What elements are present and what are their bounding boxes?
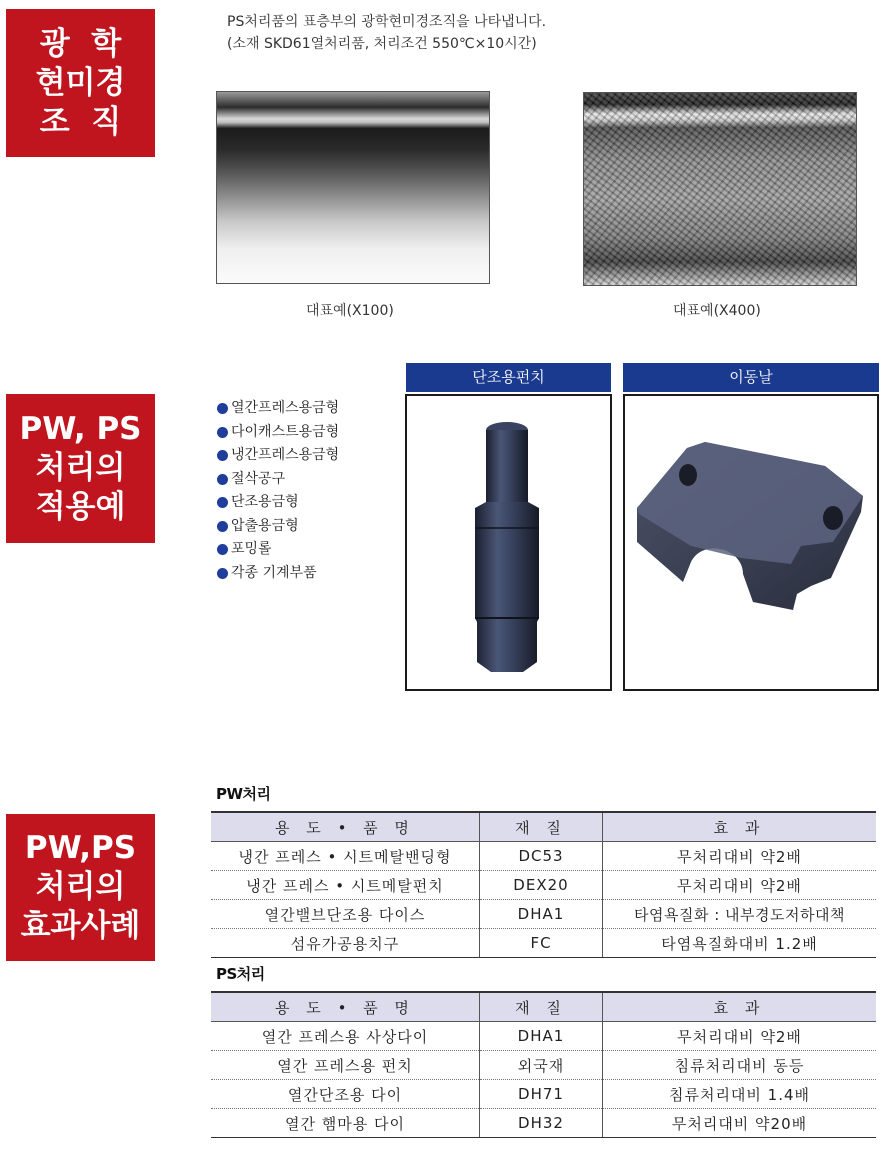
column-header: 효 과	[603, 992, 877, 1022]
bullet-icon	[217, 521, 228, 532]
table-header-row	[211, 812, 876, 842]
table-cell: 타염욕질화 : 내부경도저하대책	[603, 900, 877, 929]
section-label-effects	[6, 814, 155, 961]
micrograph-x400-image	[583, 92, 857, 286]
forging-punch-photo	[405, 394, 612, 691]
list-item	[217, 562, 339, 586]
bullet-icon	[217, 450, 228, 461]
list-item	[217, 421, 339, 445]
bullet-icon	[217, 474, 228, 485]
list-item	[217, 491, 339, 515]
table-row	[211, 1022, 876, 1051]
table-row	[211, 871, 876, 900]
bullet-icon	[217, 544, 228, 555]
column-header: 재 질	[480, 812, 603, 842]
list-item-label: 압출용금형	[231, 517, 299, 534]
label-line: 효과사례	[20, 908, 141, 944]
table-cell: 열간밸브단조용 다이스	[211, 900, 480, 929]
table-cell: 침류처리대비 동등	[603, 1051, 877, 1080]
column-header: 용 도 • 품 명	[211, 812, 480, 842]
table-cell: 외국재	[480, 1051, 603, 1080]
label-line: 광 학	[39, 25, 122, 62]
table-cell: 열간단조용 다이	[211, 1080, 480, 1109]
label-line: 적용예	[35, 489, 126, 525]
pw-effects-table	[211, 811, 876, 958]
moving-blade-icon	[625, 396, 877, 689]
table-cell: 냉간 프레스 • 시트메탈밴딩형	[211, 842, 480, 871]
table-cell: 열간 프레스용 사상다이	[211, 1022, 480, 1051]
table-cell: DH32	[480, 1109, 603, 1138]
table-row	[211, 1080, 876, 1109]
label-line: 현미경	[35, 64, 126, 101]
label-line: 처리의	[35, 869, 126, 905]
ps-table-title: PS처리	[216, 965, 265, 983]
table-cell: 열간 햄마용 다이	[211, 1109, 480, 1138]
list-item	[217, 444, 339, 468]
list-item-label: 단조용금형	[231, 494, 299, 510]
photo-title-forging-punch: 단조용펀치	[406, 363, 611, 392]
ps-effects-table	[211, 991, 876, 1138]
table-cell: DEX20	[480, 871, 603, 900]
table-row	[211, 842, 876, 871]
list-item-label: 각종 기계부품	[231, 564, 317, 581]
bullet-icon	[217, 568, 228, 579]
column-header: 용 도 • 품 명	[211, 992, 480, 1022]
list-item	[217, 468, 339, 492]
table-row	[211, 1051, 876, 1080]
label-line: 조 직	[39, 103, 122, 140]
column-header: 재 질	[480, 992, 603, 1022]
micrograph-caption: 대표예(X400)	[673, 303, 761, 319]
table-cell: FC	[480, 929, 603, 958]
table-cell: 섬유가공용치구	[211, 929, 480, 958]
table-cell: DC53	[480, 842, 603, 871]
table-cell: 열간 프레스용 펀치	[211, 1051, 480, 1080]
moving-blade-photo	[623, 394, 879, 691]
table-row	[211, 900, 876, 929]
table-cell: 무처리대비 약2배	[603, 1022, 877, 1051]
intro-text: PS처리품의 표층부의 광학현미경조직을 나타냅니다.	[227, 14, 547, 30]
list-item-label: 절삭공구	[231, 470, 286, 487]
application-list	[217, 397, 339, 585]
list-item-label: 열간프레스용금형	[231, 400, 340, 416]
table-cell: 냉간 프레스 • 시트메탈펀치	[211, 871, 480, 900]
list-item-label: 포밍롤	[231, 541, 272, 557]
list-item	[217, 397, 339, 421]
bullet-icon	[217, 497, 228, 508]
table-cell: 침류처리대비 1.4배	[603, 1080, 877, 1109]
section-label-microstructure	[6, 9, 155, 157]
photo-title-moving-blade: 이동날	[623, 363, 879, 392]
table-cell: 무처리대비 약2배	[603, 871, 877, 900]
forging-punch-icon	[407, 396, 610, 689]
list-item-label: 냉간프레스용금형	[231, 447, 340, 463]
column-header: 효 과	[603, 812, 877, 842]
list-item	[217, 515, 339, 539]
micrograph-x100-image	[216, 91, 490, 284]
label-line: PW,PS	[24, 830, 137, 866]
micrograph-caption: 대표예(X100)	[306, 303, 394, 319]
table-cell: 타염욕질화대비 1.2배	[603, 929, 877, 958]
bullet-icon	[217, 427, 228, 438]
table-row	[211, 1109, 876, 1138]
bullet-icon	[217, 403, 228, 414]
table-row	[211, 929, 876, 958]
table-cell: DHA1	[480, 900, 603, 929]
table-cell: DH71	[480, 1080, 603, 1109]
list-item	[217, 538, 339, 562]
table-cell: 무처리대비 약2배	[603, 842, 877, 871]
label-line: PW, PS	[19, 411, 142, 447]
section-label-application	[6, 394, 155, 543]
list-item-label: 다이캐스트용금형	[231, 423, 340, 440]
intro-condition-text: (소재 SKD61열처리품, 처리조건 550℃×10시간)	[227, 36, 537, 52]
table-header-row	[211, 992, 876, 1022]
pw-table-title: PW처리	[216, 785, 271, 803]
table-cell: DHA1	[480, 1022, 603, 1051]
label-line: 처리의	[35, 450, 126, 486]
table-cell: 무처리대비 약20배	[603, 1109, 877, 1138]
